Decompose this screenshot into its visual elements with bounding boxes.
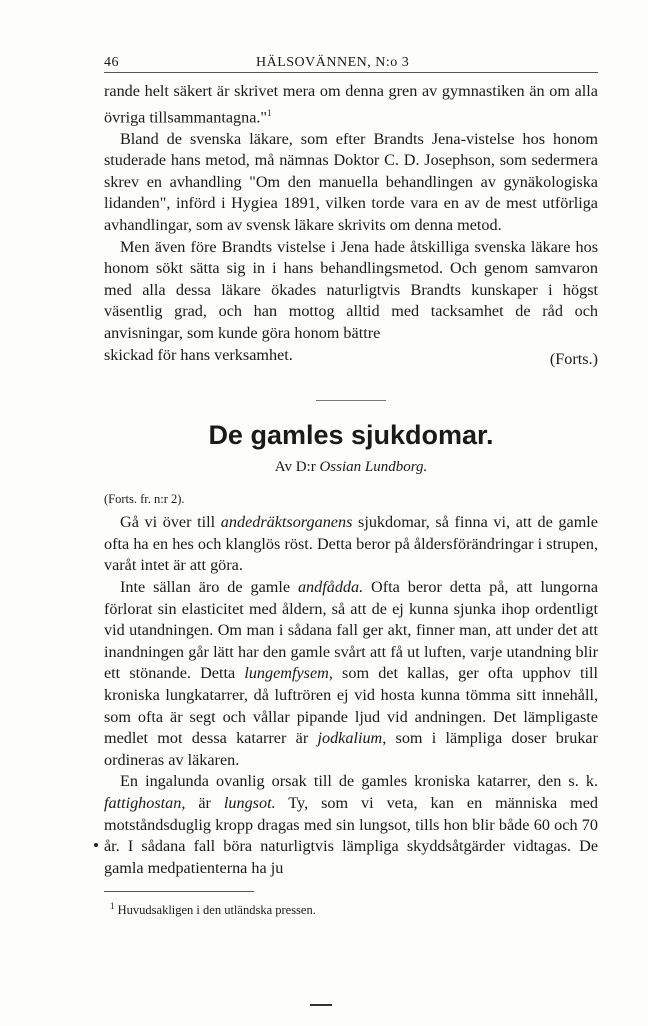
intro-paragraph-3: Men även före Brandts vistelse i Jena hade åtskilliga svenska läkare hos honom sökt sätta sig in i hans behandlingsmetod. Och genom samvaron med alla dessa läkare ökades naturligtvis Brandts kunskaper i högst väsentlig grad, och han mottog alltid med tacksamhet de råd och anvisningar, som kunde göra honom bättre: [104, 237, 598, 342]
intro-paragraph-3-end: skickad för hans verksamhet. (Forts.): [104, 345, 598, 371]
page-number: 46: [104, 55, 119, 70]
footnote-rule: [104, 891, 254, 892]
article-paragraph-1: Gå vi över till andedräktsorganens sjukdomar, så finna vi, att de gamle ofta ha en hes och klanglös röst. Detta beror på åldersförändringar i strupen, varåt intet är att göra.: [104, 513, 598, 575]
footnote: $^1$ Huvudsakligen i den utländska pressen.: [110, 901, 316, 918]
footnote-ref: 1: [267, 107, 272, 118]
article-paragraph-2: Inte sällan äro de gamle andfådda. Ofta beror detta på, att lungorna förlorat sin elasticitet med åldern, så att de ej kunna sjunka ihop ordentligt vid utandningen. Om man i sådana fall ger akt, finner man, att under det att inandningen går lätt har den gamle svårt att få ut luften, varje utandning blir ett stönande. Detta lungemfysem, som det kallas, ger ofta upphov till kroniska lungkatarrer, då luftrören ej vid hosta kunna tömma sitt innehåll, som ofta är segt och vållar pipande ljud vid andningen. Det lämpligaste medlet mot dessa katarrer är jodkalium, som i lämpliga doser brukar ordineras av läkaren.: [104, 578, 599, 769]
article-title: De gamles sjukdomar.: [208, 420, 494, 451]
section-divider: [316, 400, 386, 401]
running-header: [104, 50, 598, 73]
margin-mark: [94, 843, 98, 847]
running-title: HÄLSOVÄNNEN, N:o 3: [256, 55, 410, 70]
page: [104, 50, 598, 922]
author: Ossian Lundborg.: [319, 459, 428, 476]
to-be-continued: (Forts.): [549, 349, 598, 368]
intro-paragraph-2: Bland de svenska läkare, som efter Brandts Jena-vistelse hos honom studerade hans metod, må nämnas Doktor C. D. Josephson, som sedermera skrev en avhandling "Om den manuella behandlingen av gynäkologiska lidanden", införd i Hygiea 1891, vilken torde vara en av de mest utförliga avhandlingar, som av svensk läkare skrivits om denna metod.: [104, 129, 598, 234]
continued-note: (Forts. fr. n:r 2).: [104, 491, 185, 506]
byline: Av D:r Ossian Lundborg.: [274, 459, 428, 476]
article-paragraph-3: En ingalunda ovanlig orsak till de gamles kroniska katarrer, den s. k. fattighostan, är lungsot. Ty, som vi veta, kan en människa med motståndsduglig kropp dragas med sin lungsot, tills hon blir både 60 och 70 år. I sådana fall böra naturligtvis lämpliga skyddsåtgärder vidtagas. De gamla medpatienterna ha ju: [104, 772, 598, 877]
page-bottom-mark: [310, 1004, 332, 1006]
intro-paragraph-1: rande helt säkert är skrivet mera om denna gren av gymnastiken än om alla övriga tillsammantagna."$^1$: [104, 82, 598, 126]
